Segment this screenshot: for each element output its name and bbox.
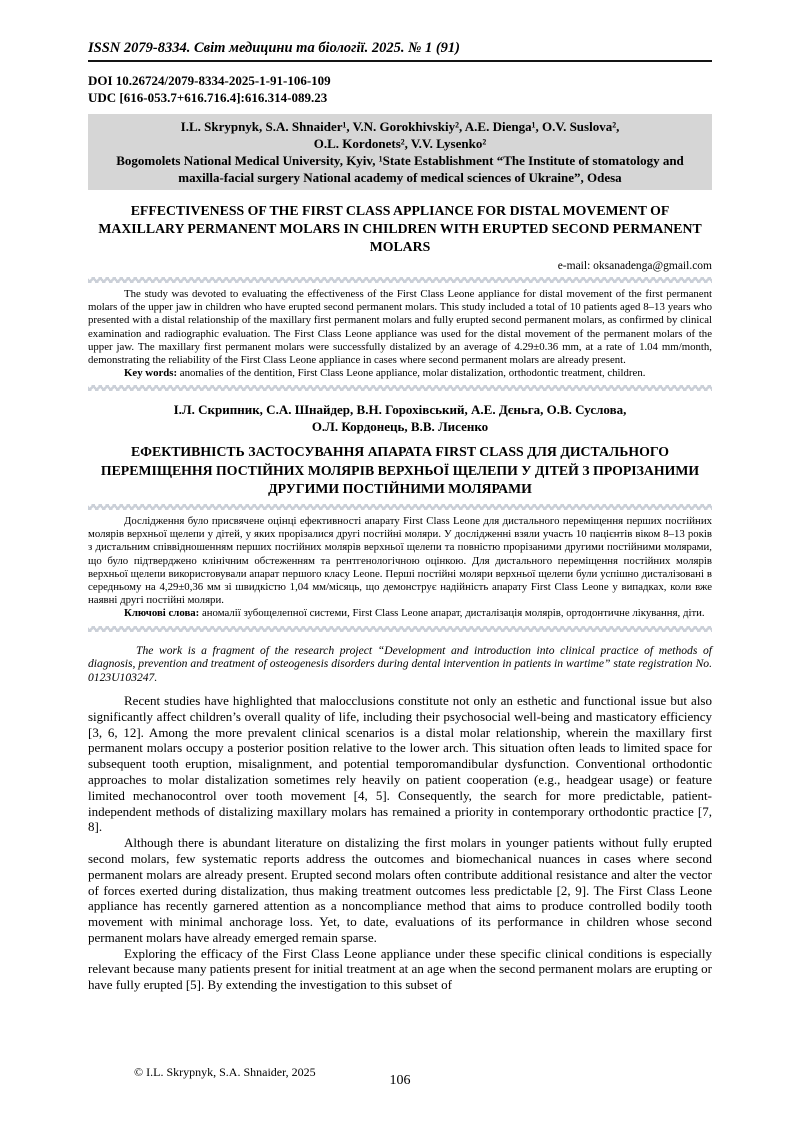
keywords-ua-label: Ключові слова: [124, 607, 200, 620]
keywords-ua [88, 607, 712, 620]
paper-title-en: EFFECTIVENESS OF THE FIRST CLASS APPLIANCE FOR DISTAL MOVEMENT OF MAXILLARY PERMANENT MOLARS IN CHILDREN WITH ERUPTED SECOND PERMANENT MOLARS [98, 203, 702, 254]
article-body [88, 693, 712, 993]
authors-ua-line-2: О.Л. Кордонець, В.В. Лисенко [311, 419, 489, 435]
authors-block-ua [88, 401, 712, 435]
body-paragraph-2: Although there is abundant literature on distalizing the first molars in younger patients without fully erupted second molars, few systematic reports address the outcomes and biomechanical nuances in cases where second permanent molars are already present. Erupted second molars often contribute additional resistance and alter the vector of forces exerted during distalization, thus making treatment outcomes less predictable [2, 9]. The First Class Leone appliance has recently garnered attention as a noncompliance method that aims to produce controlled bodily tooth movement with minimal anchorage loss. Yet, to date, evaluations of its performance in children whose second permanent molars have already emerged remain sparse. [88, 835, 712, 945]
journal-header: ISSN 2079-8334. Світ медицини та біології. 2025. № 1 (91) [88, 40, 712, 62]
authors-box-en [88, 114, 712, 190]
keywords-en-text: anomalies of the dentition, First Class Leone appliance, molar distalization, orthodontic treatment, children. [177, 367, 646, 380]
abstract-en-block [88, 288, 712, 380]
fragment-note: The work is a fragment of the research project “Development and introduction into clinical practice of methods of diagnosis, prevention and treatment of osteogenesis disorders during dental intervention in patients in wartime” state registration No. 0123U103247. [88, 643, 712, 685]
keywords-en [88, 367, 712, 380]
zigzag-separator [88, 504, 712, 510]
zigzag-separator [88, 277, 712, 283]
email-line: e-mail: oksanadenga@gmail.com [557, 260, 712, 272]
page-number: 106 [389, 1073, 411, 1088]
authors-line-2: O.L. Kordonets², V.V. Lysenko² [313, 136, 487, 151]
keywords-ua-text: аномалії зубощелепної системи, First Class Leone апарат, дисталізація молярів, ортодонтичне лікування, діти. [199, 607, 705, 620]
meta-block [88, 73, 712, 106]
body-paragraph-1: Recent studies have highlighted that malocclusions constitute not only an esthetic and functional issue but also significantly affect children’s overall quality of life, including their psychosocial well-being and masticatory efficiency [3, 6, 12]. Among the more prevalent clinical scenarios is a distal molar relationship, wherein the maxillary first permanent molars occupy a posterior position relative to the lower arch. This situation often leads to limited space for subsequent tooth eruption, misalignment, and potential temporomandibular dysfunction. Conventional orthodontic approaches to molar distalization sometimes rely heavily on patient cooperation (e.g., headgear usage) or feature limited mechanocontrol over tooth movement [4, 5]. Consequently, the search for more predictable, patient-independent methods of distalizing maxillary molars has remained a priority in contemporary orthodontic practice [7, 8]. [88, 692, 712, 835]
authors-ua-line-1: І.Л. Скрипник, С.А. Шнайдер, В.Н. Горохівський, А.Е. Дєньга, О.В. Суслова, [173, 402, 627, 418]
udc-line: UDC [616-053.7+616.716.4]:616.314-089.23 [88, 89, 328, 105]
keywords-en-label: Key words: [124, 367, 178, 380]
abstract-en: The study was devoted to evaluating the effectiveness of the First Class Leone appliance for distal movement of the first permanent molars of the upper jaw in children who have erupted second permanent molars. This study included a total of 10 patients aged 8–13 years who presented with a distal relationship of the maxillary first permanent molars and fully erupted second permanent molars, as confirmed by clinical examination and radiographic evaluation. The First Class Leone appliance was used for the distal movement of the permanent molars of the upper jaw. The maxillary first permanent molars were successfully distalized by an average of 4.29±0.36 mm, at a rate of 1.04 mm/month, demonstrating the reliability of the First Class Leone appliance in cases where second permanent molars are already present. [88, 288, 712, 367]
zigzag-separator [88, 385, 712, 391]
authors-line-1: I.L. Skrypnyk, S.A. Shnaider¹, V.N. Gorokhivskiy², A.E. Dienga¹, O.V. Suslova², [180, 119, 620, 134]
affiliation: Bogomolets National Medical University, Kyiv, ¹State Establishment “The Institute of stomatology and maxilla-facial surgery National academy of medical sciences of Ukraine”, Odesa [116, 153, 684, 185]
abstract-ua: Дослідження було присвячене оцінці ефективності апарату First Class Leone для дистального переміщення перших постійних молярів верхньої щелепи у дітей, у яких прорізалися другі постійні моляри. У дослідженні взяли участь 10 пацієнтів віком 8–13 років з дистальним співвідношенням перших постійних молярів верхньої щелепи та повністю прорізаними другими постійними молярами, що було підтверджено клінічним обстеженням та рентгенологічною оцінкою. Для дистального переміщення постійних молярів верхньої щелепи використовували апарат першого класу Leone. Перші постійні моляри верхньої щелепи були успішно дисталізовані в середньому на 4,29±0,36 мм зі швидкістю 1,04 мм/місяць, що демонструє надійність апарату First Class Leone у випадках, коли вже наявні другі постійні моляри. [88, 514, 712, 607]
doi-line: DOI 10.26724/2079-8334-2025-1-91-106-109 [88, 73, 331, 88]
body-paragraph-3: Exploring the efficacy of the First Class Leone appliance under these specific clinical conditions is especially relevant because many patients present for initial treatment at an age when the second permanent molars are erupting or have fully erupted [5]. By extending the investigation to this subset of [88, 945, 712, 993]
copyright-line: © I.L. Skrypnyk, S.A. Shnaider, 2025 [134, 1065, 316, 1079]
page-footer [88, 1065, 712, 1099]
abstract-ua-block [88, 515, 712, 621]
zigzag-separator [88, 626, 712, 632]
paper-title-ua: ЕФЕКТИВНІСТЬ ЗАСТОСУВАННЯ АПАРАТА FIRST CLASS ДЛЯ ДИСТАЛЬНОГО ПЕРЕМІЩЕННЯ ПОСТІЙНИХ МОЛЯРІВ ВЕРХНЬОЇ ЩЕЛЕПИ У ДІТЕЙ З ПРОРІЗАНИМИ ДРУГИМИ ПОСТІЙНИМИ МОЛЯРАМИ [100, 444, 700, 497]
